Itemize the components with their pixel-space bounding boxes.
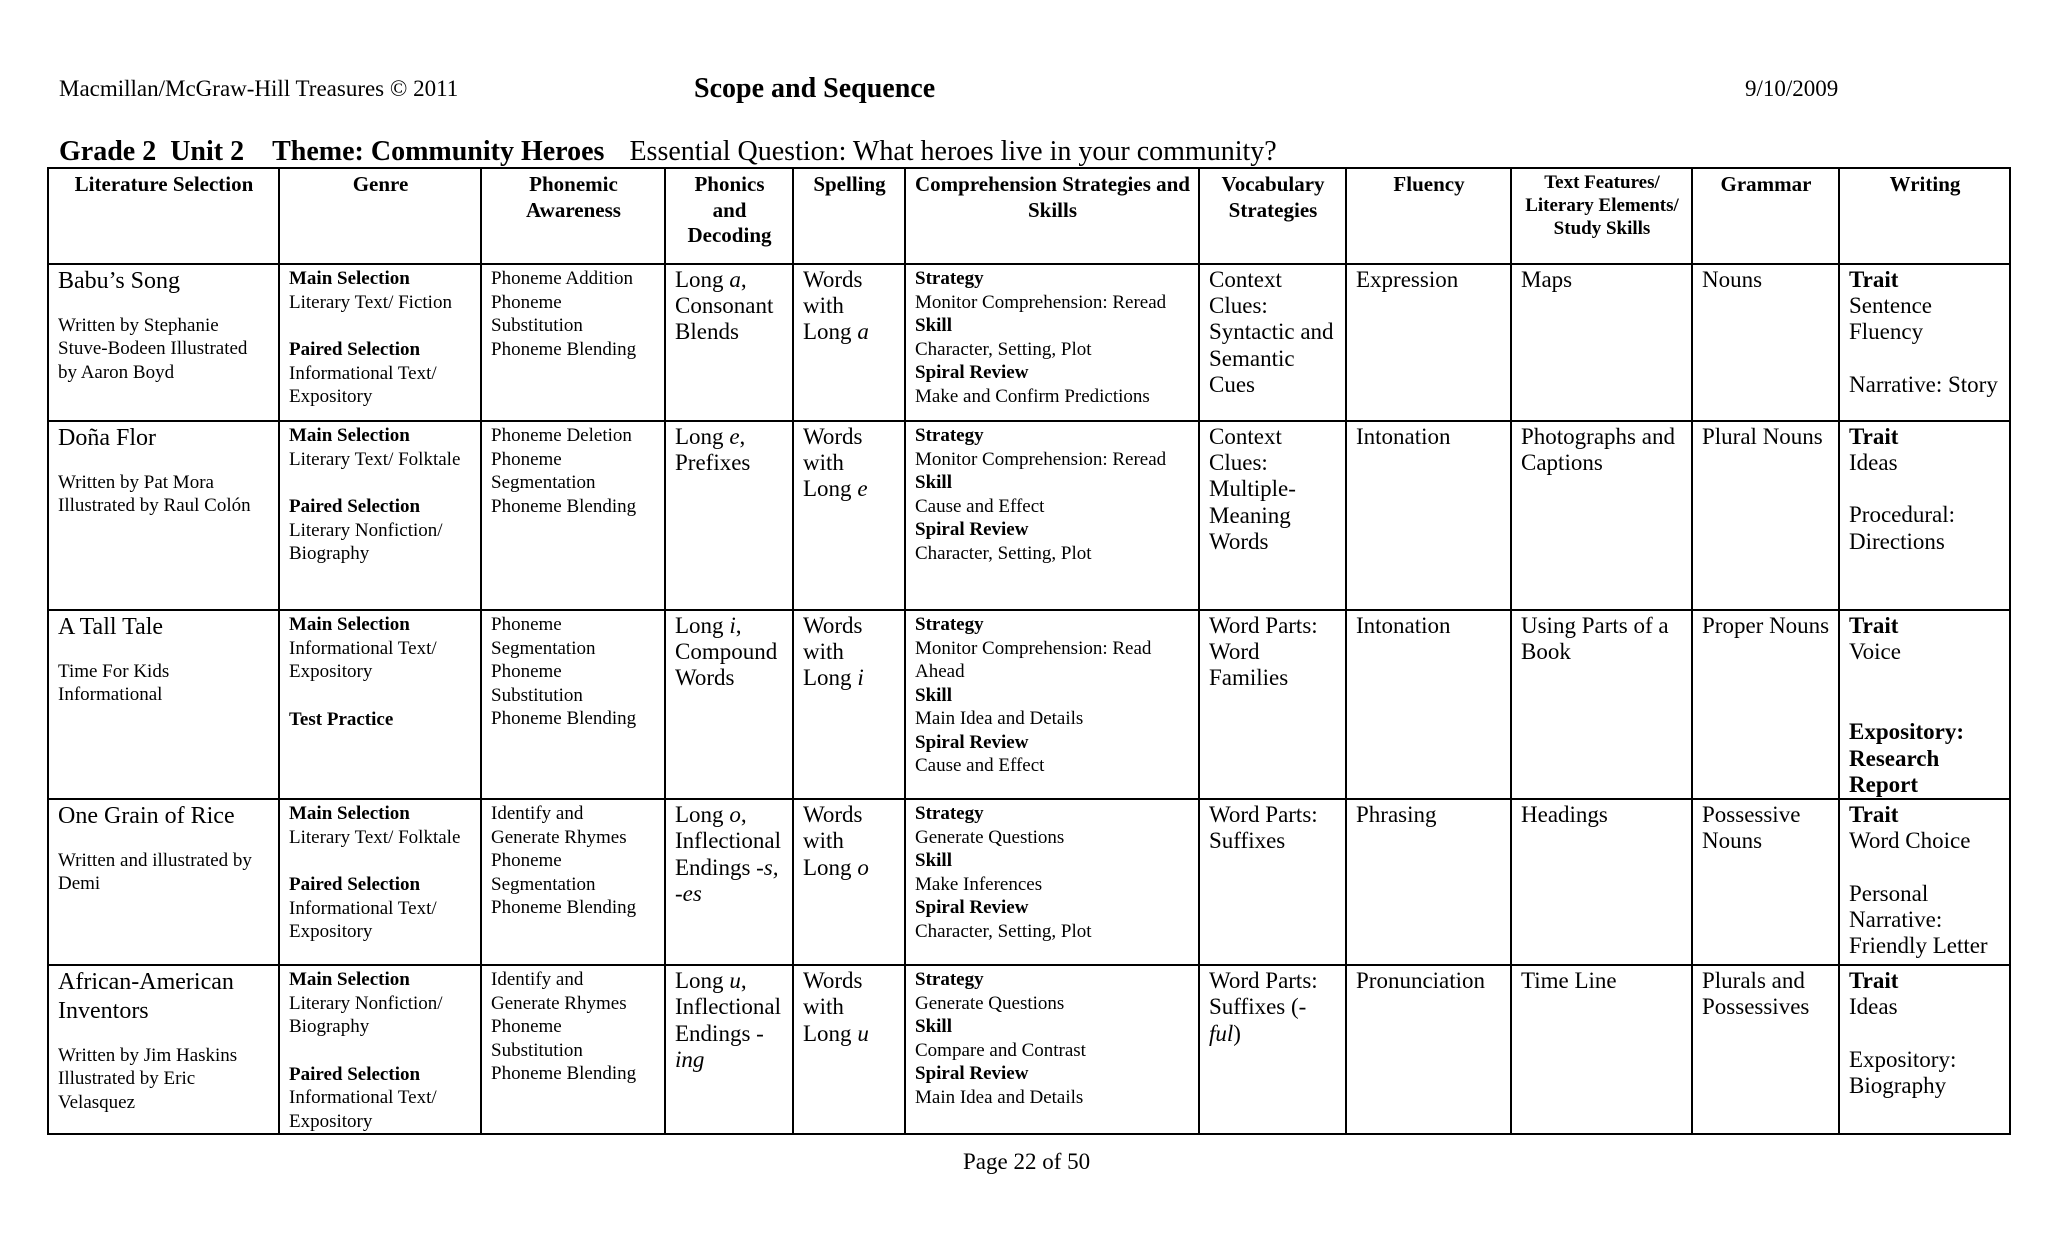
phonics-endings: -ing: [675, 1020, 764, 1072]
spelling-vowel: a: [857, 319, 869, 345]
writing-cell: [1839, 965, 2010, 1134]
phonics-text-end: , Compound Words: [675, 613, 778, 691]
trait-label: Trait: [1849, 613, 1899, 638]
paired-genre: Informational Text/ Expository: [289, 897, 437, 943]
text-features-text: Photographs and Captions: [1521, 424, 1675, 476]
vocabulary-text-end: ): [1233, 1020, 1241, 1046]
literature-cell: [48, 421, 279, 610]
phonics-text: Long: [675, 802, 730, 828]
spelling-vowel: i: [857, 665, 864, 691]
col-spelling: Spelling: [793, 168, 905, 264]
unit-heading: [59, 136, 1277, 168]
trait-text: Ideas: [1849, 994, 1898, 1020]
phonics-text: Long: [675, 968, 730, 994]
comprehension-cell: [905, 610, 1199, 799]
paired-genre: Literary Nonfiction/ Biography: [289, 519, 443, 565]
vocabulary-text: Word Parts: Word Families: [1209, 613, 1318, 691]
phonemic-item: Phoneme Blending: [491, 495, 637, 517]
fluency-cell: [1346, 264, 1511, 421]
paired-selection-label: Paired Selection: [289, 339, 421, 361]
comprehension-cell: [905, 264, 1199, 421]
spiral-review-label: Spiral Review: [915, 731, 1029, 753]
text-features-text: Time Line: [1521, 968, 1617, 994]
phonemic-item: Phoneme Addition: [491, 268, 633, 289]
genre-cell: [279, 799, 481, 965]
strategy-text: Monitor Comprehension: Reread: [915, 291, 1167, 313]
grammar-cell: [1692, 965, 1839, 1134]
selection-credit: Written by Pat Mora Illustrated by Raul Colón: [58, 471, 251, 517]
col-writing: Writing: [1839, 168, 2010, 264]
skill-text: Main Idea and Details: [915, 708, 1084, 730]
spiral-review-text: Main Idea and Details: [915, 1086, 1084, 1108]
skill-label: Skill: [915, 472, 952, 494]
main-selection-label: Main Selection: [289, 268, 410, 289]
selection-title: African-American Inventors: [58, 969, 234, 1024]
text-features-cell: [1511, 965, 1692, 1134]
main-genre: Literary Text/ Fiction: [289, 291, 452, 313]
vocabulary-text: Context Clues: Syntactic and Semantic Cues: [1209, 267, 1334, 397]
spiral-review-text: Character, Setting, Plot: [915, 920, 1092, 942]
phonics-vowel: e: [729, 424, 740, 449]
phonics-cell: [665, 610, 793, 799]
fluency-text: Intonation: [1356, 424, 1451, 449]
main-genre: Informational Text/ Expository: [289, 637, 437, 683]
main-genre: Literary Text/ Folktale: [289, 448, 461, 470]
vocabulary-cell: [1199, 965, 1346, 1134]
skill-label: Skill: [915, 850, 952, 872]
main-selection-label: Main Selection: [289, 803, 410, 825]
paired-genre: Informational Text/ Expository: [289, 1087, 437, 1132]
phonics-text-end: , Prefixes: [675, 424, 751, 476]
trait-text: Ideas: [1849, 450, 1898, 476]
skill-text: Compare and Contrast: [915, 1039, 1086, 1061]
phonics-endings: -s, -es: [675, 854, 779, 906]
main-selection-label: Main Selection: [289, 969, 410, 991]
skill-text: Cause and Effect: [915, 495, 1045, 517]
col-comprehension: Comprehension Strategies and Skills: [905, 168, 1199, 264]
writing-cell: [1839, 799, 2010, 965]
genre-cell: [279, 421, 481, 610]
spelling-text: Words with Long: [803, 424, 863, 502]
selection-credit: Written by Stephanie Stuve-Bodeen Illustrated by Aaron Boyd: [58, 314, 248, 383]
strategy-label: Strategy: [915, 614, 984, 635]
spelling-text: Words with Long: [803, 802, 863, 880]
strategy-text: Generate Questions: [915, 826, 1065, 848]
literature-cell: [48, 610, 279, 799]
fluency-cell: [1346, 965, 1511, 1134]
vocabulary-text: Word Parts: Suffixes: [1209, 802, 1318, 854]
vocabulary-cell: [1199, 610, 1346, 799]
fluency-text: Pronunciation: [1356, 968, 1486, 994]
page-number: Page 22 of 50: [963, 1149, 1091, 1174]
phonemic-item: Phoneme Substitution: [491, 661, 583, 706]
paired-selection-label: Paired Selection: [289, 874, 421, 896]
document-title: Scope and Sequence: [694, 73, 936, 104]
fluency-cell: [1346, 421, 1511, 610]
trait-label: Trait: [1849, 968, 1899, 994]
text-features-cell: [1511, 421, 1692, 610]
trait-text: Word Choice: [1849, 828, 1971, 854]
selection-title: A Tall Tale: [58, 614, 164, 640]
writing-form: Expository: Research Report: [1849, 719, 1964, 797]
trait-text: Voice: [1849, 639, 1901, 665]
phonemic-item: Phoneme Deletion: [491, 425, 632, 446]
spelling-vowel: e: [857, 476, 868, 502]
main-genre: Literary Nonfiction/ Biography: [289, 992, 443, 1038]
phonemic-item: Phoneme Segmentation: [491, 448, 596, 494]
test-practice-label: Test Practice: [289, 708, 394, 730]
table-row: [48, 610, 2010, 799]
table-row: [48, 421, 2010, 610]
spiral-review-text: Character, Setting, Plot: [915, 542, 1092, 564]
strategy-text: Monitor Comprehension: Read Ahead: [915, 637, 1152, 683]
vocabulary-text: Context Clues: Multiple-Meaning Words: [1209, 424, 1296, 554]
phonics-cell: [665, 264, 793, 421]
spelling-text: Words with Long: [803, 613, 863, 691]
spelling-vowel: o: [857, 854, 869, 880]
paired-genre: Informational Text/ Expository: [289, 362, 437, 408]
table-header-row: [48, 168, 2010, 264]
col-text-features: Text Features/ Literary Elements/ Study Skills: [1511, 168, 1692, 264]
text-features-cell: [1511, 610, 1692, 799]
phonics-vowel: i: [729, 613, 736, 638]
text-features-text: Using Parts of a Book: [1521, 613, 1669, 665]
strategy-text: Generate Questions: [915, 992, 1065, 1014]
strategy-label: Strategy: [915, 268, 984, 289]
spiral-review-text: Cause and Effect: [915, 755, 1045, 777]
genre-cell: [279, 264, 481, 421]
phonics-vowel: u: [729, 968, 741, 994]
grammar-text: Plurals and Possessives: [1702, 968, 1810, 1020]
col-vocabulary: Vocabulary Strategies: [1199, 168, 1346, 264]
phonemic-cell: [481, 965, 665, 1134]
phonemic-item: Phoneme Segmentation: [491, 614, 596, 659]
selection-credit: Written and illustrated by Demi: [58, 849, 252, 895]
selection-credit: Written by Jim Haskins Illustrated by Eric Velasquez: [58, 1044, 238, 1113]
selection-credit: Time For Kids Informational: [58, 660, 170, 706]
table-row: [48, 965, 2010, 1134]
table-row: [48, 799, 2010, 965]
phonics-text: Long: [675, 613, 730, 638]
phonemic-item: Phoneme Segmentation: [491, 850, 596, 895]
phonemic-item: Phoneme Substitution: [491, 291, 583, 337]
grammar-cell: [1692, 264, 1839, 421]
phonemic-cell: [481, 264, 665, 421]
text-features-text: Maps: [1521, 267, 1573, 292]
fluency-text: Phrasing: [1356, 802, 1437, 828]
phonics-cell: [665, 421, 793, 610]
literature-cell: [48, 965, 279, 1134]
comprehension-cell: [905, 421, 1199, 610]
literature-cell: [48, 799, 279, 965]
phonemic-item: Phoneme Blending: [491, 897, 637, 919]
grammar-cell: [1692, 610, 1839, 799]
spiral-review-label: Spiral Review: [915, 1063, 1029, 1085]
skill-label: Skill: [915, 1016, 952, 1038]
phonemic-cell: [481, 421, 665, 610]
skill-text: Make Inferences: [915, 873, 1043, 895]
col-grammar: Grammar: [1692, 168, 1839, 264]
comprehension-cell: [905, 799, 1199, 965]
grammar-cell: [1692, 421, 1839, 610]
vocabulary-cell: [1199, 264, 1346, 421]
trait-label: Trait: [1849, 802, 1899, 828]
grammar-text: Plural Nouns: [1702, 424, 1823, 449]
grade-unit-label: Grade 2 Unit 2: [59, 136, 245, 167]
phonics-cell: [665, 799, 793, 965]
writing-form: Narrative: Story: [1849, 371, 1998, 397]
spelling-vowel: u: [857, 1020, 869, 1046]
col-genre: Genre: [279, 168, 481, 264]
phonics-text-end: , Inflectional Endings: [675, 968, 782, 1046]
phonics-text: Long: [675, 424, 730, 449]
spiral-review-label: Spiral Review: [915, 897, 1029, 919]
skill-text: Character, Setting, Plot: [915, 338, 1092, 360]
comprehension-cell: [905, 965, 1199, 1134]
selection-title: One Grain of Rice: [58, 803, 235, 830]
table-row: [48, 264, 2010, 421]
essential-question: Essential Question: What heroes live in your community?: [629, 136, 1277, 167]
paired-selection-label: Paired Selection: [289, 496, 421, 518]
strategy-label: Strategy: [915, 969, 984, 991]
main-selection-label: Main Selection: [289, 614, 410, 635]
writing-cell: [1839, 421, 2010, 610]
phonics-cell: [665, 965, 793, 1134]
trait-text: Sentence Fluency: [1849, 293, 1933, 345]
fluency-cell: [1346, 799, 1511, 965]
spiral-review-label: Spiral Review: [915, 362, 1029, 384]
spelling-cell: [793, 799, 905, 965]
spelling-cell: [793, 421, 905, 610]
main-selection-label: Main Selection: [289, 425, 410, 446]
grammar-text: Proper Nouns: [1702, 613, 1830, 638]
strategy-text: Monitor Comprehension: Reread: [915, 448, 1167, 470]
col-phonemic: Phonemic Awareness: [481, 168, 665, 264]
document-date: 9/10/2009: [1745, 76, 1839, 101]
writing-cell: [1839, 264, 2010, 421]
phonemic-item: Phoneme Blending: [491, 708, 637, 730]
phonemic-item: Phoneme Blending: [491, 1063, 637, 1085]
phonics-text-end: , Consonant Blends: [675, 267, 774, 345]
text-features-cell: [1511, 264, 1692, 421]
phonemic-cell: [481, 610, 665, 799]
literature-cell: [48, 264, 279, 421]
writing-form: Expository: Biography: [1849, 1046, 1957, 1098]
spelling-text: Words with Long: [803, 968, 863, 1046]
fluency-text: Expression: [1356, 267, 1459, 292]
trait-label: Trait: [1849, 424, 1899, 449]
phonemic-item: Phoneme Substitution: [491, 1016, 583, 1061]
grammar-text: Nouns: [1702, 267, 1763, 292]
phonics-vowel: o: [729, 802, 741, 828]
phonics-text: Long: [675, 267, 730, 292]
strategy-label: Strategy: [915, 803, 984, 825]
vocabulary-text: Word Parts: Suffixes (: [1209, 968, 1318, 1020]
text-features-text: Headings: [1521, 802, 1608, 828]
vocabulary-cell: [1199, 799, 1346, 965]
phonemic-cell: [481, 799, 665, 965]
phonics-vowel: a: [729, 267, 741, 292]
col-fluency: Fluency: [1346, 168, 1511, 264]
skill-label: Skill: [915, 315, 952, 337]
main-genre: Literary Text/ Folktale: [289, 826, 461, 848]
fluency-cell: [1346, 610, 1511, 799]
writing-form: Personal Narrative: Friendly Letter: [1849, 880, 1988, 958]
theme-label: Theme: Community Heroes: [272, 136, 605, 167]
col-literature: Literature Selection: [48, 168, 279, 264]
skill-label: Skill: [915, 684, 952, 706]
phonics-text-end: , Inflectional Endings: [675, 802, 782, 880]
spelling-cell: [793, 264, 905, 421]
writing-form: Procedural: Directions: [1849, 502, 1956, 554]
writing-cell: [1839, 610, 2010, 799]
vocabulary-cell: [1199, 421, 1346, 610]
publisher-header: Macmillan/McGraw-Hill Treasures © 2011: [59, 76, 459, 101]
selection-title: Doña Flor: [58, 425, 156, 451]
genre-cell: [279, 610, 481, 799]
phonemic-item: Phoneme Blending: [491, 338, 637, 360]
paired-selection-label: Paired Selection: [289, 1063, 421, 1085]
grammar-text: Possessive Nouns: [1702, 802, 1801, 854]
phonemic-item: Identify and Generate Rhymes: [491, 803, 627, 848]
vocabulary-suffix: -ful: [1209, 994, 1307, 1046]
genre-cell: [279, 965, 481, 1134]
spelling-cell: [793, 610, 905, 799]
grammar-cell: [1692, 799, 1839, 965]
selection-title: Babu’s Song: [58, 268, 181, 294]
spelling-cell: [793, 965, 905, 1134]
spelling-text: Words with Long: [803, 267, 863, 345]
spiral-review-label: Spiral Review: [915, 519, 1029, 541]
text-features-cell: [1511, 799, 1692, 965]
fluency-text: Intonation: [1356, 613, 1451, 638]
spiral-review-text: Make and Confirm Predictions: [915, 385, 1150, 407]
col-phonics: Phonics and Decoding: [665, 168, 793, 264]
trait-label: Trait: [1849, 267, 1899, 292]
phonemic-item: Identify and Generate Rhymes: [491, 969, 627, 1014]
scope-sequence-table: [47, 167, 2011, 1135]
strategy-label: Strategy: [915, 425, 984, 446]
